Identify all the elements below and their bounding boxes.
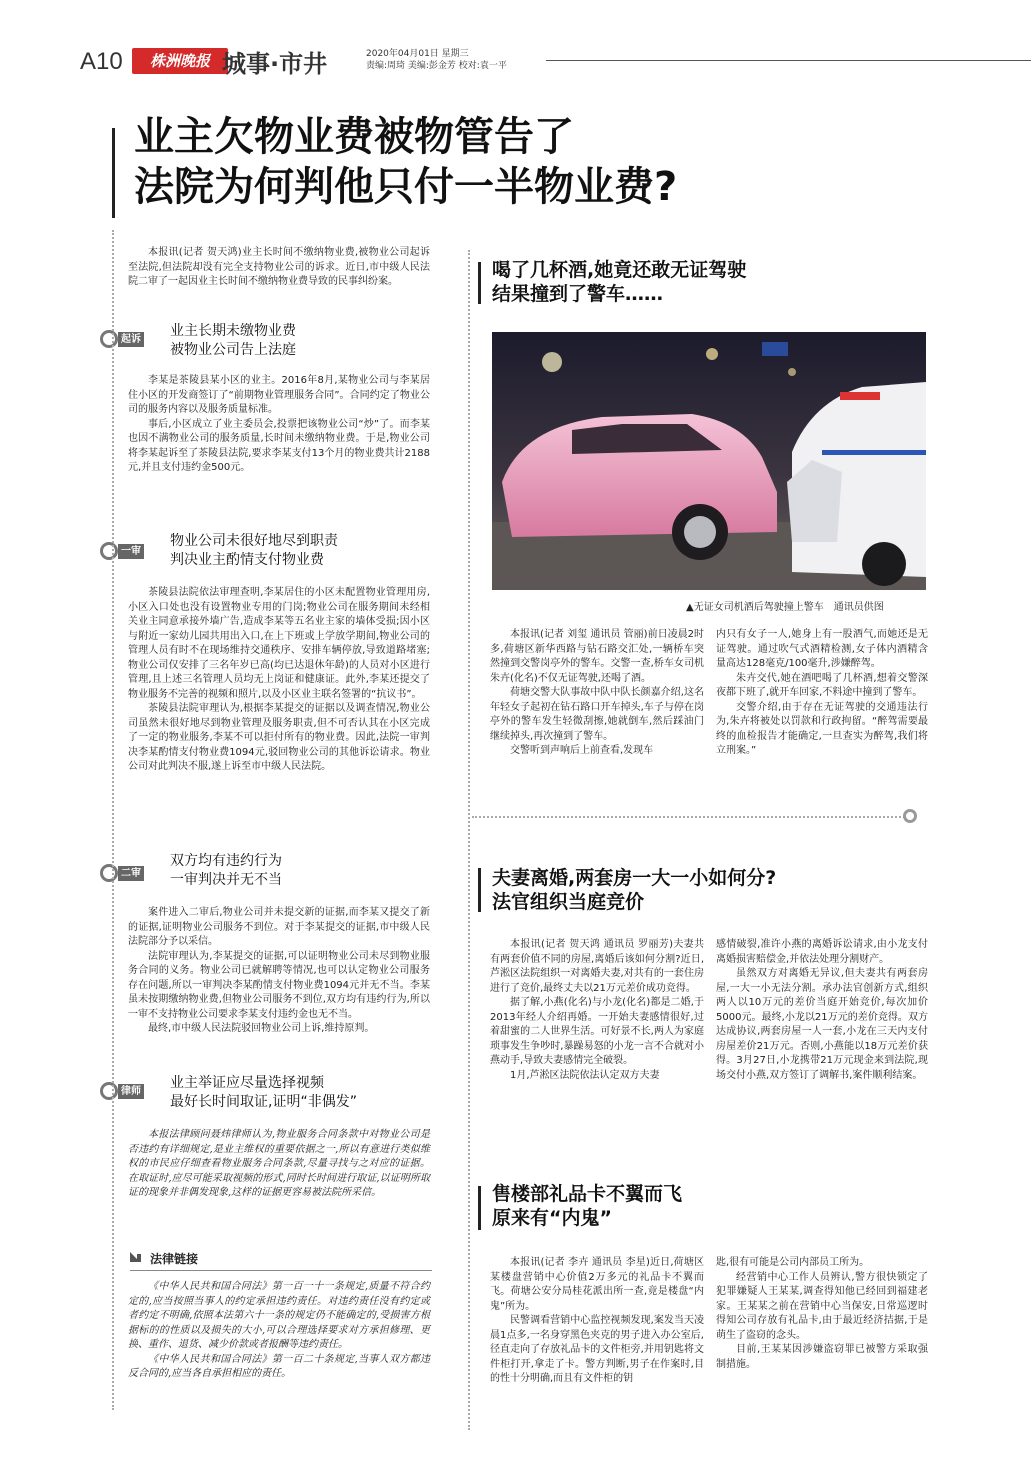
section-body (128, 1128, 430, 1201)
headline-line-1: 业主欠物业费被物管告了 (134, 114, 574, 160)
body-paragraph: 虽然双方对离婚无异议,但夫妻共有两套房屋,一大一小无法分割。承办法官创新方式,组织两人以10万元的差价当庭开始竞价,每次加价5000元。最终,小龙以21万元的差价竞得。双方达成协议,两套房屋一人一套,小龙在三天内支付房屋差价21万元。否则,小燕能以18万元差价获得。3月27日,小龙携带21万元现金来到法院,现场交付小燕,双方签订了调解书,案件顺利结案。 (716, 968, 928, 1081)
section-badge (98, 328, 152, 350)
body-paragraph: 目前,王某某因涉嫌盗窃罪已被警方采取强制措施。 (716, 1344, 928, 1370)
body-paragraph: 内只有女子一人,她身上有一股酒气,而她还是无证驾驶。通过吹气式酒精检测,女子体内酒精含量高达128毫克/100毫升,涉嫌醉驾。 (716, 629, 928, 669)
law-paragraph: 《中华人民共和国合同法》第一百二十条规定,当事人双方都违反合同的,应当各自承担相应的责任。 (128, 1353, 430, 1379)
body-paragraph: 交警听到声响后上前查看,发现车 (510, 745, 654, 756)
body-paragraph: 荷塘交警大队事故中队中队长颜嘉介绍,这名年轻女子起初在钻石路口开车掉头,车子与停在岗亭外的警车发生轻微刮擦,她就倒车,然后踩油门继续掉头,再次撞到了警车。 (490, 687, 704, 742)
article-body-col-2 (716, 1256, 928, 1372)
main-article-lead (128, 246, 430, 290)
body-paragraph: 本报法律顾问聂炜律师认为,物业服务合同条款中对物业公司是否违约有详细规定,是业主维权的重要依据之一,所以有意进行类似维权的市民应仔细查看物业服务合同条款,尽量寻找与之对应的证据。在取证时,应尽可能采取视频的形式,同时长时间进行取证,以证明所取证的现象并非偶发现象,这样的证据更容易被法院所采信。 (128, 1129, 430, 1198)
badge-dot-icon (100, 864, 118, 882)
law-link-title: 法律链接 (150, 1252, 199, 1266)
subhead-line-2: 最好长时间取证,证明“非偶发” (170, 1094, 357, 1110)
body-paragraph: 本报讯(记者 贺天鸿 通讯员 罗丽芳)夫妻共有两套价值不同的房屋,离婚后该如何分割?近日,芦淞区法院组织一对离婚夫妻,对共有的一套住房进行了竞价,最终丈夫以21万元差价成功竞得。 (490, 939, 704, 994)
body-paragraph: 案件进入二审后,物业公司并未提交新的证据,而李某又提交了新的证据,证明物业公司服务不到位。对于李某提交的证据,市中级人民法院部分予以采信。 (128, 907, 430, 947)
article-divider (472, 816, 912, 818)
badge-dot-icon (100, 542, 118, 560)
article-bar (478, 868, 481, 912)
article-body-col-1 (490, 1256, 704, 1387)
article-headline (492, 1182, 682, 1230)
subhead-line-1: 双方均有违约行为 (170, 853, 282, 869)
body-paragraph: 据了解,小燕(化名)与小龙(化名)都是二婚,于2013年经人介绍再婚。一开始夫妻感情很好,过着甜蜜的二人世界生活。可好景不长,两人为家庭琐事发生争吵时,暴躁易怒的小龙一言不合就对小燕动手,导致夫妻感情完全破裂。 (490, 997, 704, 1066)
issue-meta (366, 48, 536, 72)
section-subhead (170, 532, 338, 570)
article-body-col-1 (490, 938, 704, 1083)
body-paragraph: 法院审理认为,李某提交的证据,可以证明物业公司未尽到物业服务合同的义务。物业公司已就解聘等情况,也可以认定物业公司服务存在问题,所以一审判决李某酌情支付物业费1094元并无不当。李某虽未按期缴纳物业费,但物业公司服务不到位,双方均有违约行为,所以一审不支持物业公司要求李某支付违约金也无不当。 (128, 950, 430, 1020)
lead-paragraph: 本报讯(记者 贺天鸿)业主长时间不缴纳物业费,被物业公司起诉至法院,但法院却没有完全支持物业公司的诉求。近日,市中级人民法院二审了一起因业主长时间不缴纳物业费导致的民事纠纷案。 (128, 247, 430, 287)
badge-label: 起诉 (118, 332, 144, 347)
article-bar (478, 1186, 481, 1230)
body-paragraph: 交警介绍,由于存在无证驾驶的交通违法行为,朱卉将被处以罚款和行政拘留。“醉驾需要最终的血检报告才能确定,一旦查实为醉驾,我们将立刑案。” (716, 701, 928, 756)
article-headline-line-1: 售楼部礼品卡不翼而飞 (492, 1183, 683, 1205)
issue-date: 2020年04月01日 星期三 (366, 49, 469, 59)
body-paragraph: 匙,很有可能是公司内部员工所为。 (716, 1257, 870, 1268)
badge-label: 律师 (118, 1084, 144, 1099)
body-paragraph: 1月,芦淞区法院依法认定双方夫妻 (510, 1069, 660, 1081)
section-subhead (170, 322, 296, 360)
column-divider (112, 230, 114, 1410)
accident-photo (492, 332, 926, 590)
subhead-line-2: 被物业公司告上法庭 (170, 342, 296, 358)
article-headline-line-2: 结果撞到了警车…… (492, 283, 664, 305)
article-headline-line-2: 原来有“内鬼” (492, 1207, 612, 1229)
body-paragraph: 李某是茶陵县某小区的业主。2016年8月,某物业公司与李某居住小区的开发商签订了“前期物业管理服务合同”。合同约定了物业公司的服务内容以及服务质量标准。 (128, 375, 430, 415)
article-bar (478, 262, 481, 304)
newspaper-logo: 株洲晚报 (132, 48, 228, 74)
body-paragraph: 本报讯(记者 李卉 通讯员 李星)近日,荷塘区某楼盘营销中心价值2万多元的礼品卡不翼而飞。荷塘公安分局桂花派出所一查,竟是楼盘“内鬼”所为。 (490, 1257, 704, 1312)
law-link-arrow-icon (128, 1250, 144, 1264)
badge-label: 一审 (118, 544, 144, 559)
article-headline-line-1: 喝了几杯酒,她竟还敢无证驾驶 (492, 259, 747, 281)
law-paragraph: 《中华人民共和国合同法》第一百一十一条规定,质量不符合约定的,应当按照当事人的约定承担违约责任。对违约责任没有约定或者约定不明确,依照本法第六十一条的规定仍不能确定的,受损害方根据标的的性质以及损失的大小,可以合理选择要求对方承担修理、更换、重作、退货、减少价款或者报酬等违约责任。 (128, 1281, 430, 1350)
badge-dot-icon (100, 1082, 118, 1100)
law-link-body (128, 1280, 430, 1382)
section-body (128, 374, 430, 476)
article-headline (492, 258, 746, 306)
column-divider (468, 250, 470, 1430)
law-link-rule (130, 1270, 432, 1271)
subhead-line-1: 物业公司未很好地尽到职责 (170, 533, 338, 549)
article-body-col-2 (716, 938, 928, 1083)
article-headline-line-1: 夫妻离婚,两套房一大一小如何分? (492, 867, 777, 889)
subhead-line-1: 业主长期未缴物业费 (170, 323, 296, 339)
divider-dot-icon (903, 809, 917, 823)
body-paragraph: 事后,小区成立了业主委员会,投票把该物业公司“炒”了。而李某也因不满物业公司的服务质量,长时间未缴纳物业费。于是,物业公司将李某起诉至了茶陵县法院,要求李某支付13个月的物业费共计2188元,并且支付违约金500元。 (128, 418, 430, 473)
section-body (128, 906, 430, 1037)
section-badge (98, 1080, 152, 1102)
body-paragraph: 茶陵县法院依法审理查明,李某居住的小区未配置物业管理用房,小区入口处也没有设置物业专用的门岗;物业公司在服务期间未经相关业主同意承接外墙广告,造成李某等五名业主家的墙体受损;因小区与附近一家幼儿园共用出入口,在上下班或上学放学期间,物业公司的管理人员有时不在现场维持交通秩序、安排车辆停放,导致道路堵塞;物业公司仅安排了三名年岁已高(均已达退休年龄)的人员对小区进行管理,且上述三名管理人员均无上岗证和健康证。此外,李某还提交了物业服务不完善的视频和照片,以及小区业主联名签署的“抗议书”。 (128, 587, 430, 700)
section-badge (98, 540, 152, 562)
body-paragraph: 茶陵县法院审理认为,根据李某提交的证据以及调查情况,物业公司虽然未很好地尽到物业管理及服务职责,但不可否认其在小区完成了一定的物业服务,李某不可以拒付所有的物业费。因此,法院一审判决李某酌情支付物业费1094元,驳回物业公司的其他诉讼请求。物业公司对此判决不服,遂上诉至市中级人民法院。 (128, 703, 430, 772)
article-body-col-2 (716, 628, 928, 759)
subhead-line-2: 一审判决并无不当 (170, 872, 282, 888)
headline-bar (112, 128, 115, 218)
section-subhead (170, 852, 282, 890)
main-headline (134, 112, 854, 212)
header-rule (546, 60, 1031, 61)
subhead-line-2: 判决业主酌情支付物业费 (170, 552, 324, 568)
body-paragraph: 民警调看营销中心监控视频发现,案发当天凌晨1点多,一名身穿黑色夹克的男子进入办公室后,径直走向了存放礼品卡的文件柜旁,并用钥匙将文件柜打开,拿走了卡。警方判断,男子在作案时,目的性十分明确,而且有文件柜的钥 (490, 1315, 704, 1384)
issue-editors: 责编:周琦 美编:彭金芳 校对:袁一平 (366, 61, 507, 71)
body-paragraph: 感情破裂,准许小燕的离婚诉讼请求,由小龙支付离婚损害赔偿金,并依法处理分割财产。 (716, 939, 928, 965)
badge-label: 二审 (118, 866, 144, 881)
headline-line-2: 法院为何判他只付一半物业费? (134, 164, 678, 210)
subhead-line-1: 业主举证应尽量选择视频 (170, 1075, 324, 1091)
photo-caption: ▲无证女司机酒后驾驶撞上警车 通讯员供图 (686, 602, 884, 613)
body-paragraph: 经营销中心工作人员辨认,警方很快锁定了犯罪嫌疑人王某某,调查得知他已经回到福建老家。王某某之前在营销中心当保安,日常巡逻时得知公司存放有礼品卡,由于最近经济拮据,于是萌生了盗窃的念头。 (716, 1271, 928, 1341)
page-number: A10 (80, 48, 123, 75)
car-collision-illustration (492, 332, 926, 590)
article-headline-line-2: 法官组织当庭竞价 (492, 891, 645, 913)
body-paragraph: 最终,市中级人民法院驳回物业公司上诉,维持原判。 (148, 1023, 375, 1034)
page-header (70, 44, 970, 84)
section-name: 城事·市井 (222, 50, 328, 78)
body-paragraph: 本报讯(记者 刘玺 通讯员 管丽)前日凌晨2时多,荷塘区新华西路与钻石路交汇处,一辆桥车突然撞到交警岗亭外的警车。交警一查,桥车女司机朱卉(化名)不仅无证驾驶,还喝了酒。 (490, 629, 704, 684)
article-headline (492, 866, 776, 914)
body-paragraph: 朱卉交代,她在酒吧喝了几杯酒,想着交警深夜都下班了,就开车回家,不料途中撞到了警车。 (716, 672, 928, 698)
section-body (128, 586, 430, 775)
article-body-col-1 (490, 628, 704, 759)
badge-dot-icon (100, 330, 118, 348)
section-badge (98, 862, 152, 884)
section-subhead (170, 1074, 357, 1112)
